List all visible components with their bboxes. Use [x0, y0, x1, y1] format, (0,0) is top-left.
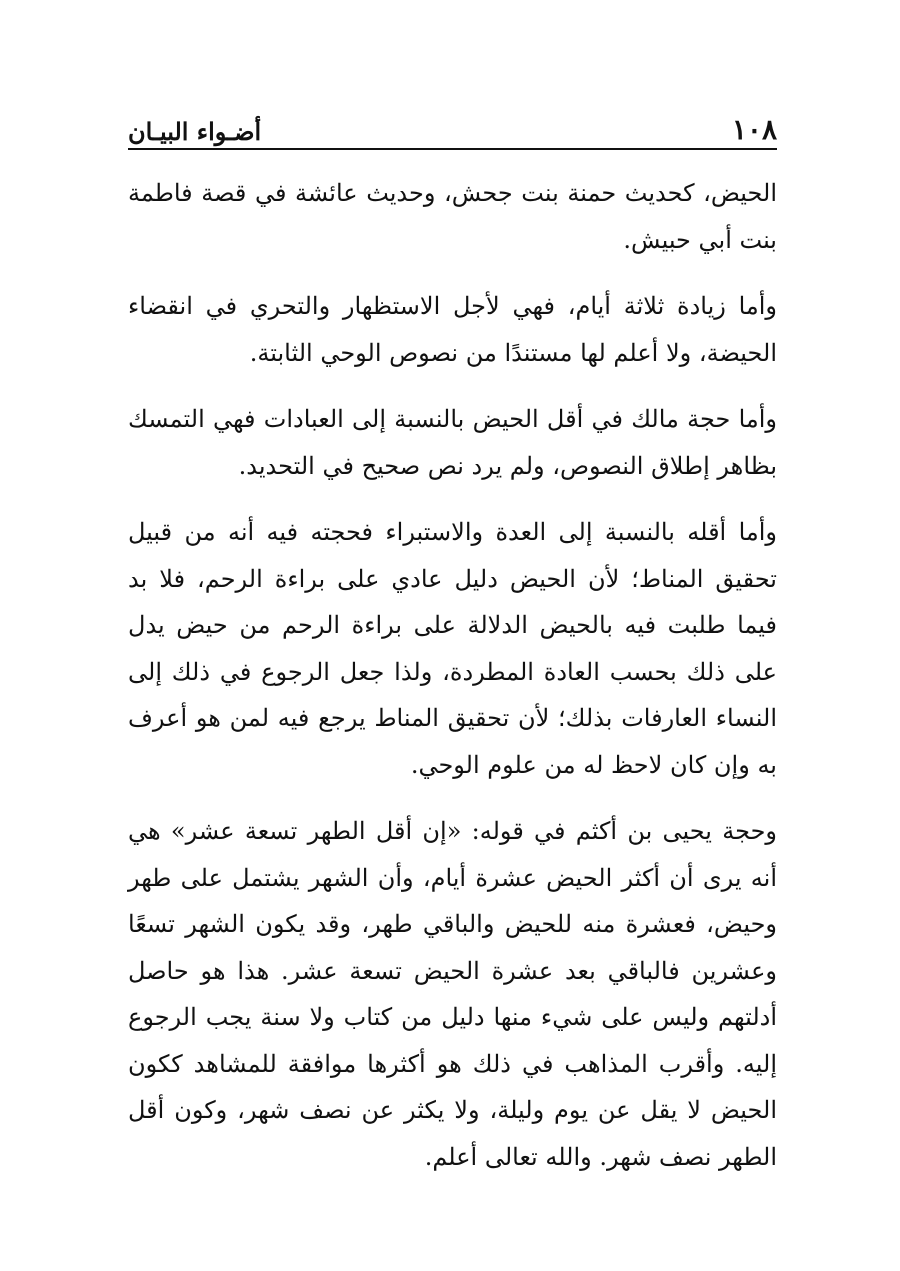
- paragraph: وأما حجة مالك في أقل الحيض بالنسبة إلى العبادات فهي التمسك بظاهر إطلاق النصوص، ولم يرد نص صحيح في التحديد.: [128, 405, 777, 480]
- body-text: [128, 170, 777, 1180]
- paragraph: وأما أقله بالنسبة إلى العدة والاستبراء فحجته فيه أنه من قبيل تحقيق المناط؛ لأن الحيض دليل عادي على براءة الرحم، فلا بد فيما طلبت فيه بالحيض الدلالة على براءة الرحم من حيض يدل على ذلك بحسب العادة المطردة، ولذا جعل الرجوع في ذلك إلى النساء العارفات بذلك؛ لأن تحقيق المناط يرجع فيه لمن هو أعرف به وإن كان لاحظ له من علوم الوحي.: [128, 518, 777, 779]
- paragraph: الحيض، كحديث حمنة بنت جحش، وحديث عائشة في قصة فاطمة بنت أبي حبيش.: [128, 179, 777, 254]
- running-header: [128, 100, 777, 150]
- book-title: أضـواء البيـان: [128, 117, 262, 146]
- paragraph: وحجة يحيى بن أكثم في قوله: «إن أقل الطهر تسعة عشر» هي أنه يرى أن أكثر الحيض عشرة أيام، وأن الشهر يشتمل على طهر وحيض، فعشرة منه للحيض والباقي طهر، وقد يكون الشهر تسعًا وعشرين فالباقي بعد عشرة الحيض تسعة عشر. هذا هو حاصل أدلتهم وليس على شيء منها دليل من كتاب ولا سنة يجب الرجوع إليه. وأقرب المذاهب في ذلك هو أكثرها موافقة للمشاهد ككون الحيض لا يقل عن يوم وليلة، ولا يكثر عن نصف شهر، وكون أقل الطهر نصف شهر. والله تعالى أعلم.: [128, 817, 777, 1171]
- paragraph: وأما زيادة ثلاثة أيام، فهي لأجل الاستظهار والتحري في انقضاء الحيضة، ولا أعلم لها مستندًا من نصوص الوحي الثابتة.: [128, 292, 777, 367]
- book-page: [128, 100, 777, 1200]
- page-number: ١٠٨: [731, 113, 777, 146]
